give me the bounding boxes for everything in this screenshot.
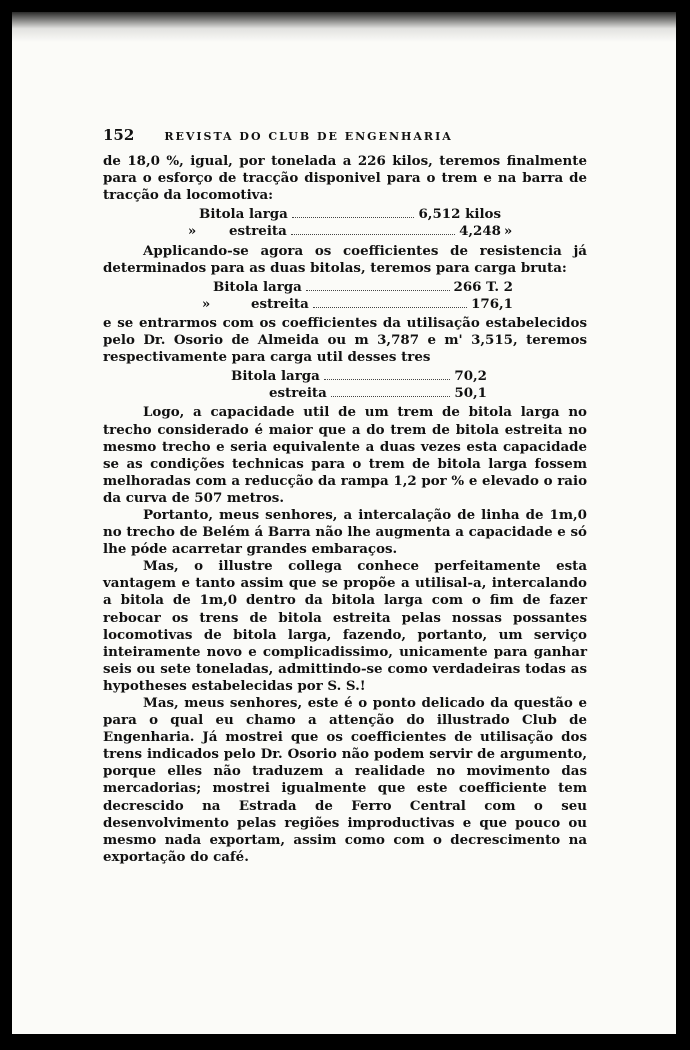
table-3-row (217, 385, 487, 402)
paragraph-2: Applicando-se agora os coefficientes de resistencia já determinados para as duas bitolas, teremos para carga bruta: (103, 242, 587, 276)
table-3-row (217, 368, 487, 385)
page-content (103, 127, 587, 866)
paragraph-4: Logo, a capacidade util de um trem de bitola larga no trecho considerado é maior que a do trem de bitola estreita no mesmo trecho e seria equivalente a duas vezes esta capacidade se as condições technicas para o trem de bitola larga fossem melhoradas com a reducção da rampa 1,2 por % e elevado o raio da curva de 507 metros. (103, 404, 587, 506)
row-value: 266 T. 2 (453, 278, 513, 295)
row-value: 70,2 (454, 368, 487, 385)
row-label: Bitola larga (213, 278, 302, 295)
row-value: 176,1 (471, 295, 513, 312)
row-value: 4,248 (459, 223, 501, 240)
row-label: Bitola larga (199, 206, 288, 223)
dot-leader (313, 307, 467, 308)
row-value: 50,1 (454, 385, 487, 402)
paragraph-5: Portanto, meus senhores, a intercalação de linha de 1m,0 no trecho de Belém á Barra não lhe augmenta a capacidade e só lhe póde acarretar grandes embaraços. (103, 506, 587, 558)
row-label: estreita (229, 223, 287, 240)
scan-shadow (12, 12, 676, 42)
page-number: 152 (103, 126, 135, 144)
scanned-page (12, 12, 676, 1034)
running-title: REVISTA DO CLUB DE ENGENHARIA (164, 130, 453, 143)
table-1-row (185, 206, 515, 223)
table-2-row: » estreita 176,1 (201, 295, 513, 312)
table-2-row (199, 279, 513, 296)
paragraph-3: e se entrarmos com os coefficientes da utilisação estabelecidos pelo Dr. Osorio de Almeida ou m 3,787 e m' 3,515, teremos respectivamente para carga util desses tres (103, 314, 587, 366)
dot-leader (292, 217, 415, 218)
dot-leader (324, 379, 451, 380)
table-3 (103, 368, 587, 402)
paragraph-6: Mas, o illustre collega conhece perfeitamente esta vantagem e tanto assim que se propõe a utilisal-a, intercalando a bitola de 1m,0 dentro da bitola larga com o fim de fazer rebocar os trens de bitola estreita pelas nossas possantes locomotivas de bitola larga, fazendo, portanto, um serviço inteiramente novo e complicadissimo, unicamente para ganhar seis ou sete toneladas, admittindo-se como verdadeiras todas as hypotheses estabelecidas por S. S.! (103, 558, 587, 694)
running-header (103, 127, 587, 145)
paragraph-7: Mas, meus senhores, este é o ponto delicado da questão e para o qual eu chamo a attenção do illustrado Club de Engenharia. Já mostrei que os coefficientes de utilisação dos trens indicados pelo Dr. Osorio não podem servir de argumento, porque elles não traduzem a realidade no movimento das mercadorias; mostrei igualmente que este coefficiente tem decrescido na Estrada de Ferro Central com o seu desenvolvimento pelas regiões improductivas e que pouco ou mesmo nada exportam, assim como com o decrescimento na exportação do café. (103, 695, 587, 865)
row-label: estreita (269, 385, 327, 402)
row-value: 6,512 kilos (418, 206, 501, 223)
table-1-row: » estreita 4,248 » (187, 223, 513, 240)
dot-leader (331, 396, 451, 397)
dot-leader (291, 234, 455, 235)
table-2 (103, 279, 587, 313)
table-1 (103, 206, 587, 240)
row-label: Bitola larga (231, 368, 320, 385)
paragraph-1: de 18,0 %, igual, por tonelada a 226 kilos, teremos finalmente para o esforço de tracção disponivel para o trem e na barra de tracção da locomotiva: (103, 153, 587, 204)
row-label: estreita (251, 295, 309, 312)
dot-leader (306, 290, 450, 291)
